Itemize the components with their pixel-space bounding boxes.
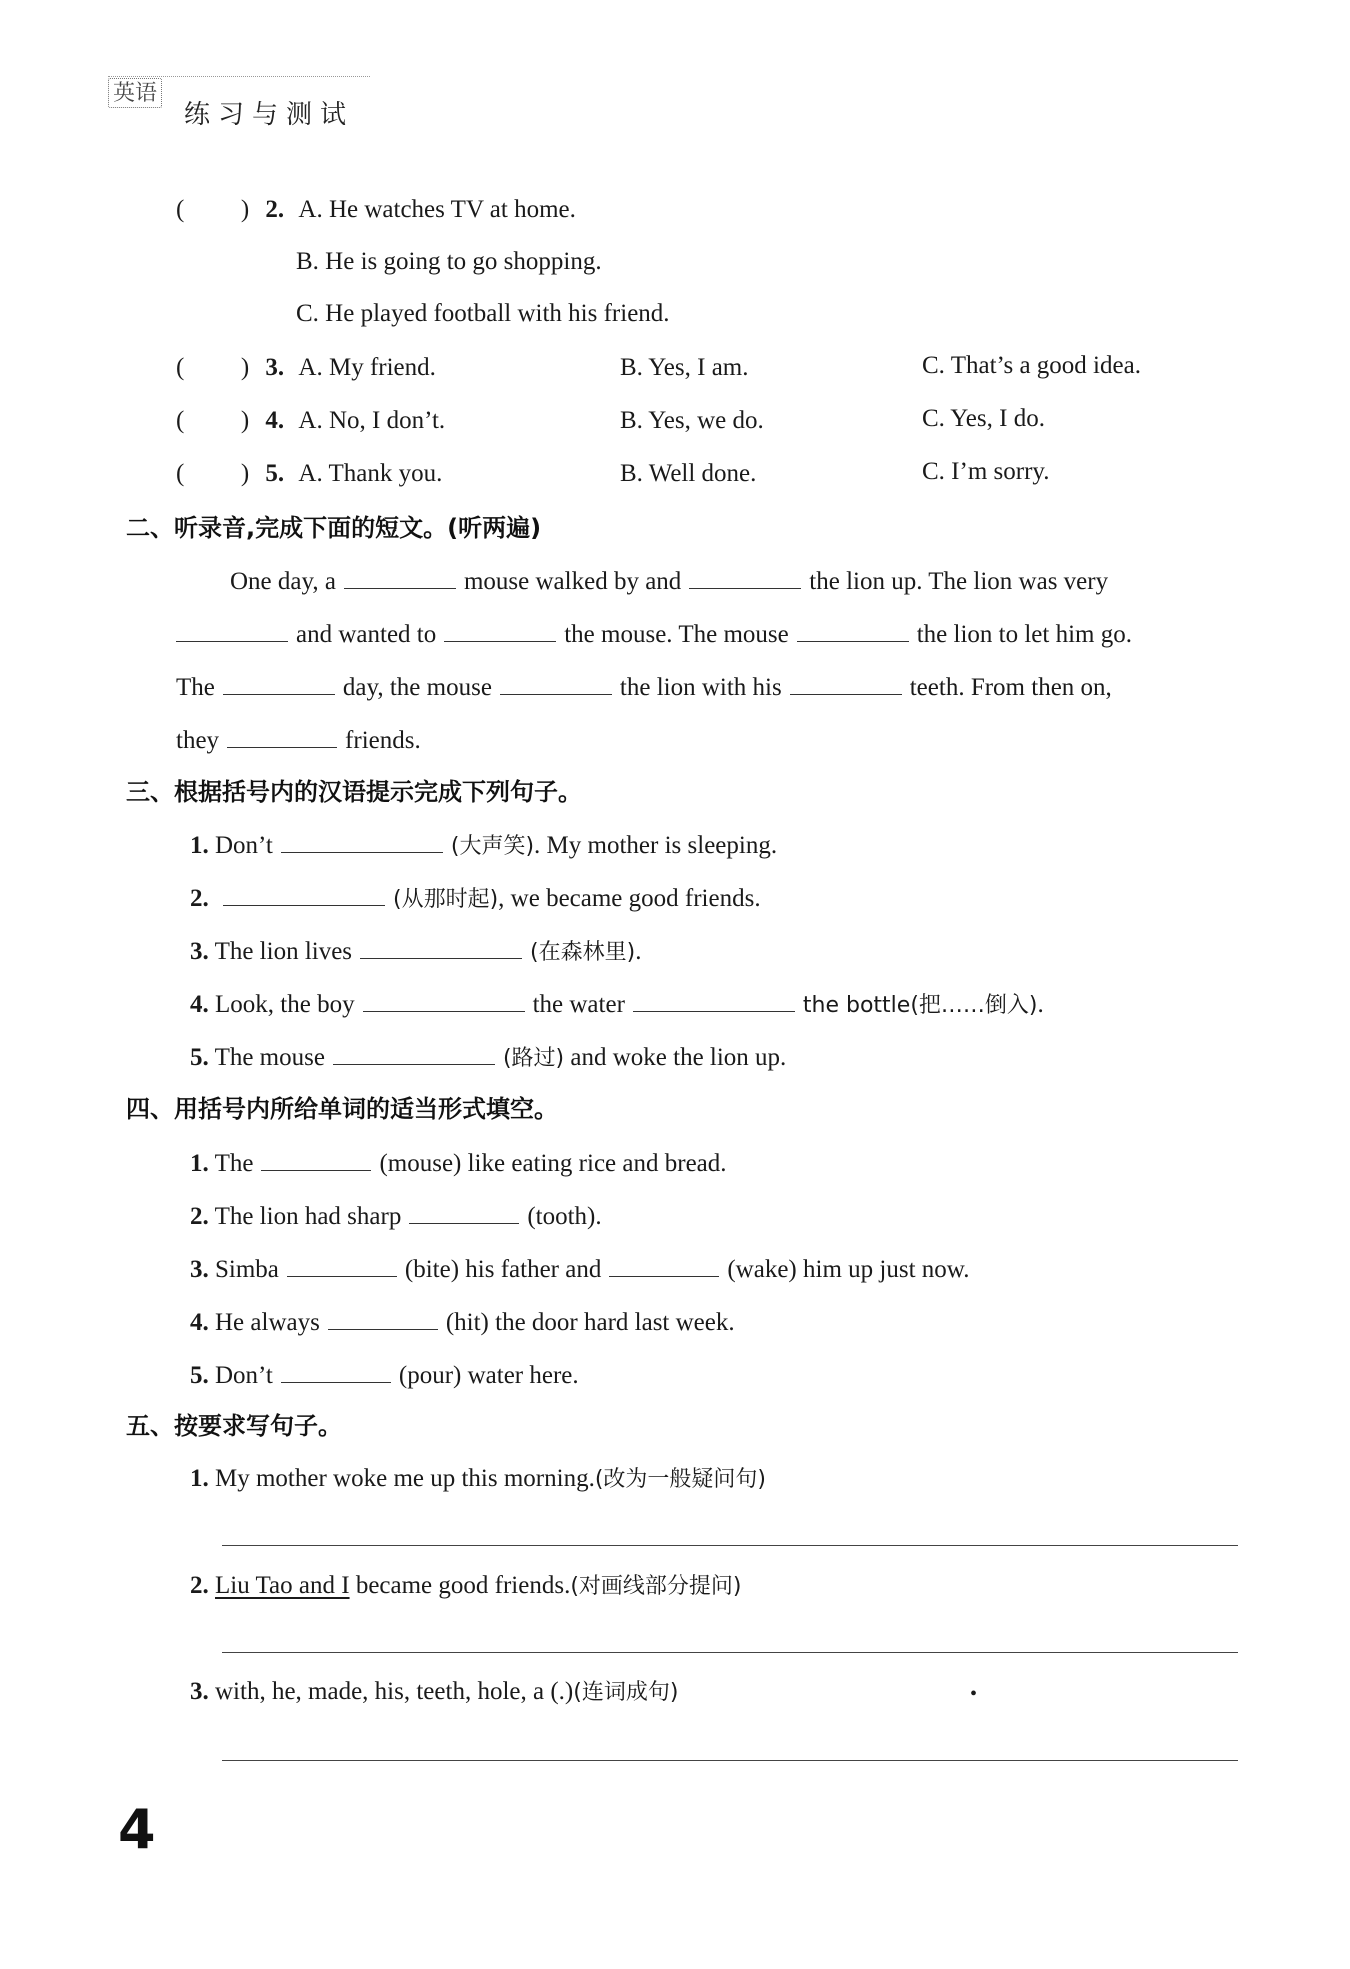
s5-item-1 xyxy=(190,1463,766,1496)
underlined-phrase: Liu Tao and I xyxy=(215,1572,350,1599)
passage-blank[interactable] xyxy=(500,670,612,695)
answer-blank[interactable] xyxy=(281,1358,391,1383)
item-number: 4. xyxy=(190,991,209,1018)
item-text: Don’t xyxy=(215,832,273,859)
question-3-option-c: C. That’s a good idea. xyxy=(922,352,1141,379)
item-number: 3. xyxy=(190,938,209,965)
passage-line-3 xyxy=(176,670,1112,704)
answer-paren-open: ( xyxy=(176,460,185,487)
passage-text: The xyxy=(176,674,215,701)
option-a: A. No, I don’t. xyxy=(298,407,446,434)
s3-item-4 xyxy=(190,987,1044,1022)
question-number: 4. xyxy=(265,407,285,434)
item-text: with, he, made, his, teeth, hole, a (.) xyxy=(215,1678,574,1705)
s3-item-3 xyxy=(190,934,641,969)
option-a: A. My friend. xyxy=(298,354,436,381)
item-text: his father and xyxy=(465,1256,602,1283)
answer-paren-close: ) xyxy=(240,354,250,381)
item-text: My mother woke me up this morning. xyxy=(215,1465,595,1492)
answer-paren-close: ) xyxy=(240,460,250,487)
item-number: 1. xyxy=(190,1465,209,1492)
page-number: 4 xyxy=(118,1798,156,1861)
passage-text: they xyxy=(176,727,220,754)
passage-blank[interactable] xyxy=(790,670,902,695)
item-text: The xyxy=(214,1150,254,1177)
question-number: 2. xyxy=(265,196,285,223)
passage-text: mouse walked by and xyxy=(463,568,682,595)
passage-blank[interactable] xyxy=(797,617,909,642)
item-text: , we became good friends. xyxy=(498,885,761,912)
s4-item-4 xyxy=(190,1305,735,1339)
question-3-row xyxy=(176,352,436,384)
item-text: Look, the boy xyxy=(215,991,355,1018)
answer-blank[interactable] xyxy=(281,828,443,853)
passage-text: the lion up. The lion was very xyxy=(809,568,1109,595)
subject-badge: 英语 xyxy=(108,78,162,108)
passage-line-2 xyxy=(176,617,1132,651)
requirement-text: (连词成句) xyxy=(573,1680,679,1705)
passage-blank[interactable] xyxy=(689,564,801,589)
answer-blank[interactable] xyxy=(633,987,795,1012)
passage-line-1 xyxy=(230,564,1108,598)
passage-blank[interactable] xyxy=(344,564,456,589)
item-number: 3. xyxy=(190,1678,209,1705)
stray-dot: • xyxy=(970,1683,978,1705)
s4-item-2 xyxy=(190,1199,602,1233)
requirement-text: (对画线部分提问) xyxy=(570,1574,742,1599)
question-5-row xyxy=(176,458,442,490)
hint-text: (在森林里) xyxy=(530,940,636,965)
section-5-heading: 五、按要求写句子。 xyxy=(126,1412,342,1440)
item-number: 4. xyxy=(190,1309,209,1336)
option-a: A. He watches TV at home. xyxy=(298,196,576,223)
hint-text: (hit) xyxy=(445,1309,489,1336)
s3-item-2 xyxy=(190,881,761,916)
item-number: 5. xyxy=(190,1044,209,1071)
hint-text: (大声笑) xyxy=(450,834,535,859)
answer-blank[interactable] xyxy=(261,1146,371,1171)
question-4-option-c: C. Yes, I do. xyxy=(922,405,1045,432)
item-text: . xyxy=(635,938,642,965)
item-text: . My mother is sleeping. xyxy=(534,832,778,859)
item-text: The lion lives xyxy=(214,938,353,965)
passage-text: the lion to let him go. xyxy=(916,621,1132,648)
s4-item-5 xyxy=(190,1358,579,1392)
item-text: . xyxy=(595,1203,602,1230)
passage-blank[interactable] xyxy=(444,617,556,642)
passage-text: the lion with his xyxy=(619,674,782,701)
answer-blank[interactable] xyxy=(409,1199,519,1224)
hint-text: (从那时起) xyxy=(393,887,499,912)
item-text: He always xyxy=(215,1309,320,1336)
item-text: . xyxy=(1037,991,1044,1018)
question-number: 5. xyxy=(265,460,285,487)
item-text: Don’t xyxy=(215,1362,273,1389)
question-2-option-b: B. He is going to go shopping. xyxy=(296,248,602,275)
item-text: him up just now. xyxy=(803,1256,970,1283)
header-rule xyxy=(108,76,370,77)
item-number: 5. xyxy=(190,1362,209,1389)
s5-item-2 xyxy=(190,1570,742,1603)
item-number: 3. xyxy=(190,1256,209,1283)
hint-text: (wake) xyxy=(727,1256,797,1283)
option-a: A. Thank you. xyxy=(298,460,443,487)
section-2-heading: 二、听录音,完成下面的短文。(听两遍) xyxy=(126,514,542,542)
question-4-row xyxy=(176,405,445,437)
answer-paren-close: ) xyxy=(240,196,250,223)
passage-blank[interactable] xyxy=(227,723,337,748)
section-3-heading: 三、根据括号内的汉语提示完成下列句子。 xyxy=(126,778,582,806)
item-text: the water xyxy=(532,991,625,1018)
answer-paren-open: ( xyxy=(176,354,185,381)
passage-blank[interactable] xyxy=(223,670,335,695)
item-number: 2. xyxy=(190,1572,209,1599)
answer-blank[interactable] xyxy=(328,1305,438,1330)
item-text: The mouse xyxy=(214,1044,325,1071)
hint-text: the bottle(把……倒入) xyxy=(802,993,1038,1018)
passage-text: teeth. From then on, xyxy=(909,674,1112,701)
s3-item-5 xyxy=(190,1040,786,1075)
answer-line-2[interactable] xyxy=(222,1652,1238,1653)
s3-item-1 xyxy=(190,828,777,863)
item-text: water here. xyxy=(467,1362,579,1389)
answer-blank[interactable] xyxy=(223,881,385,906)
item-text: became good friends. xyxy=(355,1572,571,1599)
answer-paren-open: ( xyxy=(176,196,185,223)
requirement-text: (改为一般疑问句) xyxy=(594,1467,766,1492)
answer-blank[interactable] xyxy=(363,987,525,1012)
answer-paren-open: ( xyxy=(176,407,185,434)
item-number: 1. xyxy=(190,832,209,859)
item-text: and woke the lion up. xyxy=(570,1044,787,1071)
hint-text: (tooth) xyxy=(527,1203,596,1230)
item-number: 2. xyxy=(190,885,209,912)
item-text: like eating rice and bread. xyxy=(467,1150,727,1177)
answer-blank[interactable] xyxy=(609,1252,719,1277)
hint-text: (mouse) xyxy=(379,1150,462,1177)
passage-line-4 xyxy=(176,723,421,757)
passage-text: and wanted to xyxy=(296,621,437,648)
question-4-option-b: B. Yes, we do. xyxy=(620,407,764,434)
question-3-option-b: B. Yes, I am. xyxy=(620,354,749,381)
hint-text: (pour) xyxy=(398,1362,462,1389)
passage-text: day, the mouse xyxy=(342,674,492,701)
question-5-option-b: B. Well done. xyxy=(620,460,757,487)
question-2-option-c: C. He played football with his friend. xyxy=(296,300,670,327)
answer-paren-close: ) xyxy=(240,407,250,434)
s4-item-3 xyxy=(190,1252,969,1286)
hint-text: (bite) xyxy=(404,1256,460,1283)
answer-line-1[interactable] xyxy=(222,1545,1238,1546)
answer-line-3[interactable] xyxy=(222,1760,1238,1761)
question-2-row xyxy=(176,194,576,226)
passage-text: One day, a xyxy=(230,568,336,595)
passage-text: friends. xyxy=(345,727,421,754)
item-number: 2. xyxy=(190,1203,209,1230)
passage-text: the mouse. The mouse xyxy=(564,621,789,648)
book-title: 练习与测试 xyxy=(184,100,355,130)
item-text: Simba xyxy=(215,1256,279,1283)
question-number: 3. xyxy=(265,354,285,381)
question-5-option-c: C. I’m sorry. xyxy=(922,458,1050,485)
answer-blank[interactable] xyxy=(287,1252,397,1277)
passage-blank[interactable] xyxy=(176,617,288,642)
section-4-heading: 四、用括号内所给单词的适当形式填空。 xyxy=(126,1095,558,1123)
answer-blank[interactable] xyxy=(360,934,522,959)
item-text: The lion had sharp xyxy=(214,1203,402,1230)
answer-blank[interactable] xyxy=(333,1040,495,1065)
item-text: the door hard last week. xyxy=(495,1309,735,1336)
hint-text: (路过) xyxy=(502,1046,565,1071)
s5-item-3 xyxy=(190,1676,678,1709)
item-number: 1. xyxy=(190,1150,209,1177)
s4-item-1 xyxy=(190,1146,727,1180)
